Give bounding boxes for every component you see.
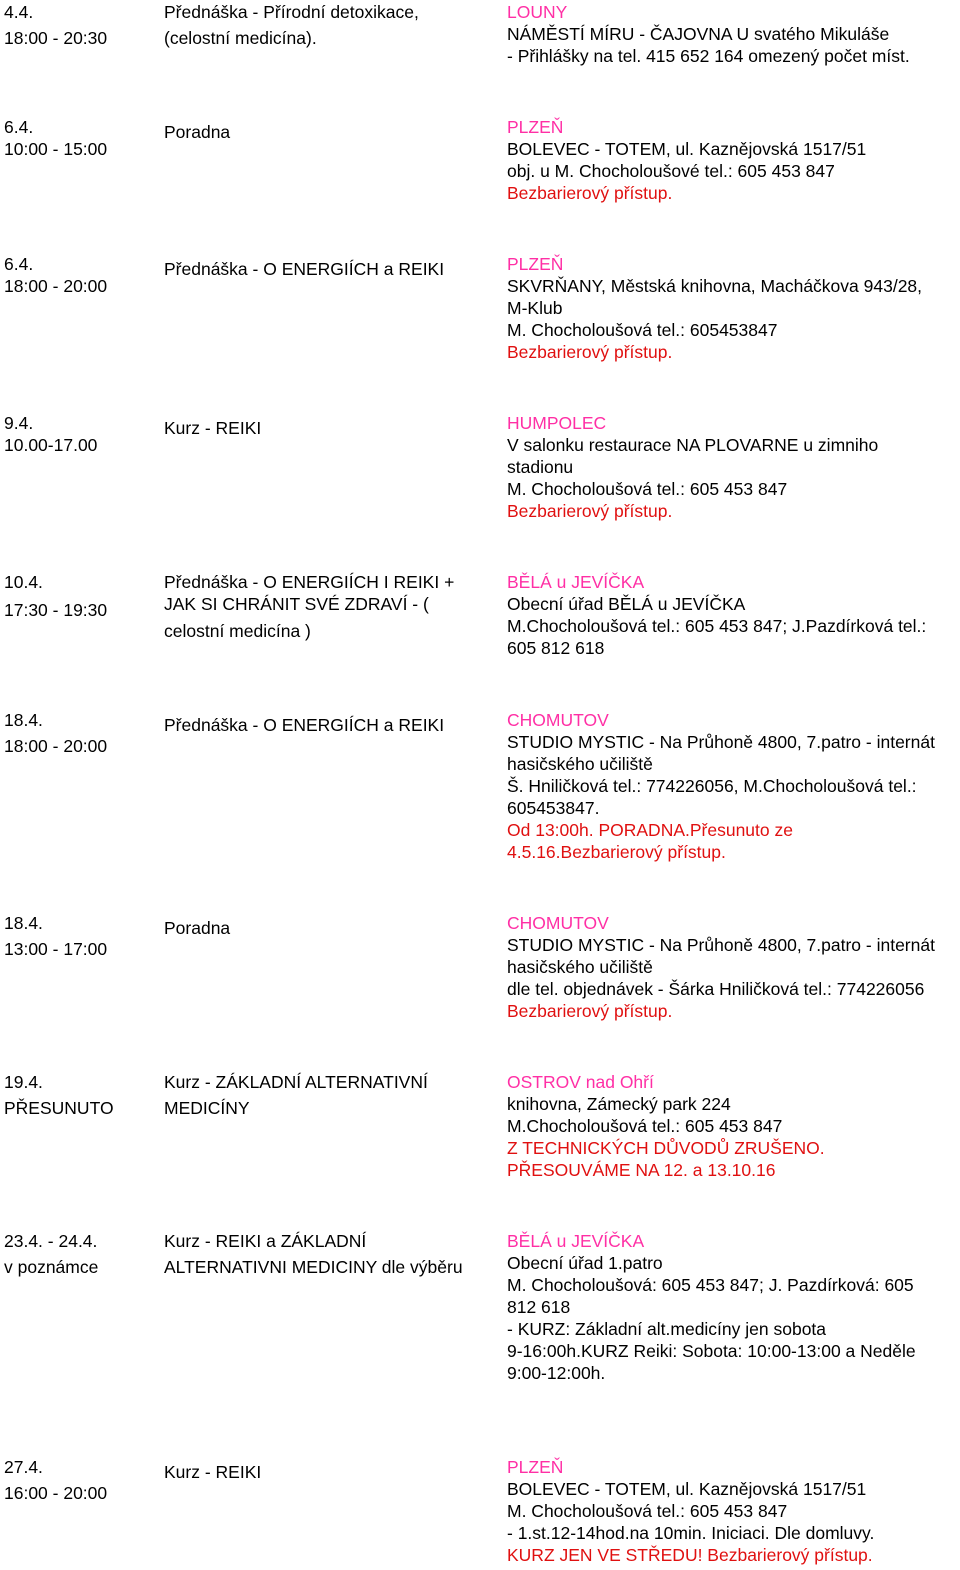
- event-place: PLZEŇ BOLEVEC - TOTEM, ul. Kaznějovská 1517/51 M. Chocholoušová tel.: 605 453 847 - 1.st.12-14hod.na 10min. Iniciaci. Dle domluvy. KURZ JEN VE STŘEDU! Bezbarierový přístup.: [507, 1456, 960, 1566]
- event-when: [4, 1456, 154, 1504]
- event-date: 27.4.: [4, 1457, 43, 1477]
- event-city: OSTROV nad Ohří: [507, 1072, 654, 1092]
- event-title: Poradna: [164, 122, 231, 142]
- event-notice: KURZ JEN VE STŘEDU! Bezbarierový přístup.: [507, 1545, 873, 1565]
- event-when: [4, 1, 154, 49]
- event-date: 18.4.: [4, 913, 43, 933]
- event-city: LOUNY: [507, 2, 568, 22]
- event-time: 18:00 - 20:30: [4, 28, 108, 48]
- event-title: Kurz - ZÁKLADNÍ ALTERNATIVNÍ MEDICÍNY: [164, 1072, 428, 1118]
- event-place: CHOMUTOV STUDIO MYSTIC - Na Průhoně 4800, 7.patro - internát hasičského učiliště Š. Hniličková tel.: 774226056, M.Chocholoušová tel.: 605453847. Od 13:00h. PORADNA.Přesunuto ze 4.5.16.Bezbarierový přístup.: [507, 709, 960, 863]
- event-notice: PŘESOUVÁME NA 12. a 13.10.16: [507, 1160, 776, 1180]
- event-time: 18:00 - 20:00: [4, 736, 108, 756]
- event-when: [4, 116, 154, 160]
- event-city: BĚLÁ u JEVÍČKA: [507, 1231, 645, 1251]
- event-title: Přednáška - O ENERGIÍCH I REIKI + JAK SI CHRÁNIT SVÉ ZDRAVÍ - ( celostní medicína ): [164, 572, 455, 641]
- event-city: CHOMUTOV: [507, 913, 609, 933]
- event-when: [4, 912, 154, 960]
- event-time: 17:30 - 19:30: [4, 600, 108, 620]
- event-place: LOUNY NÁMĚSTÍ MÍRU - ČAJOVNA U svatého Mikuláše - Přihlášky na tel. 415 652 164 omezený počet míst.: [507, 1, 960, 67]
- event-city: PLZEŇ: [507, 254, 564, 274]
- event-notice: Bezbarierový přístup.: [507, 501, 673, 521]
- event-date: 23.4. - 24.4.: [4, 1231, 98, 1251]
- event-time: 18:00 - 20:00: [4, 276, 108, 296]
- event-time: 13:00 - 17:00: [4, 939, 108, 959]
- event-date: 10.4.: [4, 572, 43, 592]
- event-date: 18.4.: [4, 710, 43, 730]
- event-place: BĚLÁ u JEVÍČKA Obecní úřad 1.patro M. Chocholoušová: 605 453 847; J. Pazdírková: 605 812 618 - KURZ: Základní alt.medicíny jen sobota 9-16:00h.KURZ Reiki: Sobota: 10:00-13:00 a Neděle 9:00-12:00h.: [507, 1230, 960, 1384]
- event-time: 10:00 - 15:00: [4, 139, 108, 159]
- event-time: PŘESUNUTO: [4, 1098, 114, 1118]
- event-when: [4, 1230, 154, 1278]
- event-when: [4, 571, 154, 621]
- event-date: 4.4.: [4, 2, 34, 22]
- event-date: 6.4.: [4, 117, 34, 137]
- event-date: 9.4.: [4, 413, 34, 433]
- event-place: BĚLÁ u JEVÍČKA Obecní úřad BĚLÁ u JEVÍČKA M.Chocholoušová tel.: 605 453 847; J.Pazdírková tel.: 605 812 618: [507, 571, 960, 659]
- event-title: Kurz - REIKI: [164, 1462, 262, 1482]
- event-when: [4, 412, 154, 456]
- event-place: PLZEŇ BOLEVEC - TOTEM, ul. Kaznějovská 1517/51 obj. u M. Chocholoušové tel.: 605 453 847 Bezbarierový přístup.: [507, 116, 960, 204]
- event-date: 6.4.: [4, 254, 34, 274]
- event-when: [4, 253, 154, 297]
- event-notice: Z TECHNICKÝCH DŮVODŮ ZRUŠENO.: [507, 1138, 825, 1158]
- event-title: Přednáška - Přírodní detoxikace, (celostní medicína).: [164, 2, 419, 48]
- event-place: CHOMUTOV STUDIO MYSTIC - Na Průhoně 4800, 7.patro - internát hasičského učiliště dle tel. objednávek - Šárka Hniličková tel.: 774226056 Bezbarierový přístup.: [507, 912, 960, 1022]
- event-notice: 4.5.16.Bezbarierový přístup.: [507, 842, 726, 862]
- event-notice: Bezbarierový přístup.: [507, 342, 673, 362]
- event-place: HUMPOLEC V salonku restaurace NA PLOVARNE u zimniho stadionu M. Chocholoušová tel.: 605 453 847 Bezbarierový přístup.: [507, 412, 960, 522]
- event-city: CHOMUTOV: [507, 710, 609, 730]
- event-title: Poradna: [164, 918, 231, 938]
- event-city: PLZEŇ: [507, 117, 564, 137]
- event-when: [4, 709, 154, 757]
- event-city: BĚLÁ u JEVÍČKA: [507, 572, 645, 592]
- event-title: Přednáška - O ENERGIÍCH a REIKI: [164, 259, 445, 279]
- event-notice: Od 13:00h. PORADNA.Přesunuto ze: [507, 820, 793, 840]
- event-notice: Bezbarierový přístup.: [507, 183, 673, 203]
- event-city: HUMPOLEC: [507, 413, 607, 433]
- event-title: Kurz - REIKI a ZÁKLADNÍ ALTERNATIVNI MEDICINY dle výběru: [164, 1231, 463, 1277]
- event-title: Přednáška - O ENERGIÍCH a REIKI: [164, 715, 445, 735]
- event-city: PLZEŇ: [507, 1457, 564, 1477]
- event-time: 10.00-17.00: [4, 435, 98, 455]
- event-time: 16:00 - 20:00: [4, 1483, 108, 1503]
- event-place: OSTROV nad Ohří knihovna, Zámecký park 224 M.Chocholoušová tel.: 605 453 847 Z TECHNICKÝCH DŮVODŮ ZRUŠENO. PŘESOUVÁME NA 12. a 13.10.16: [507, 1071, 960, 1181]
- event-place: PLZEŇ SKVRŇANY, Městská knihovna, Macháčkova 943/28, M-Klub M. Chocholoušová tel.: 605453847 Bezbarierový přístup.: [507, 253, 960, 363]
- event-title: Kurz - REIKI: [164, 418, 262, 438]
- event-notice: Bezbarierový přístup.: [507, 1001, 673, 1021]
- event-time: v poznámce: [4, 1257, 99, 1277]
- event-date: 19.4.: [4, 1072, 43, 1092]
- event-when: [4, 1071, 154, 1119]
